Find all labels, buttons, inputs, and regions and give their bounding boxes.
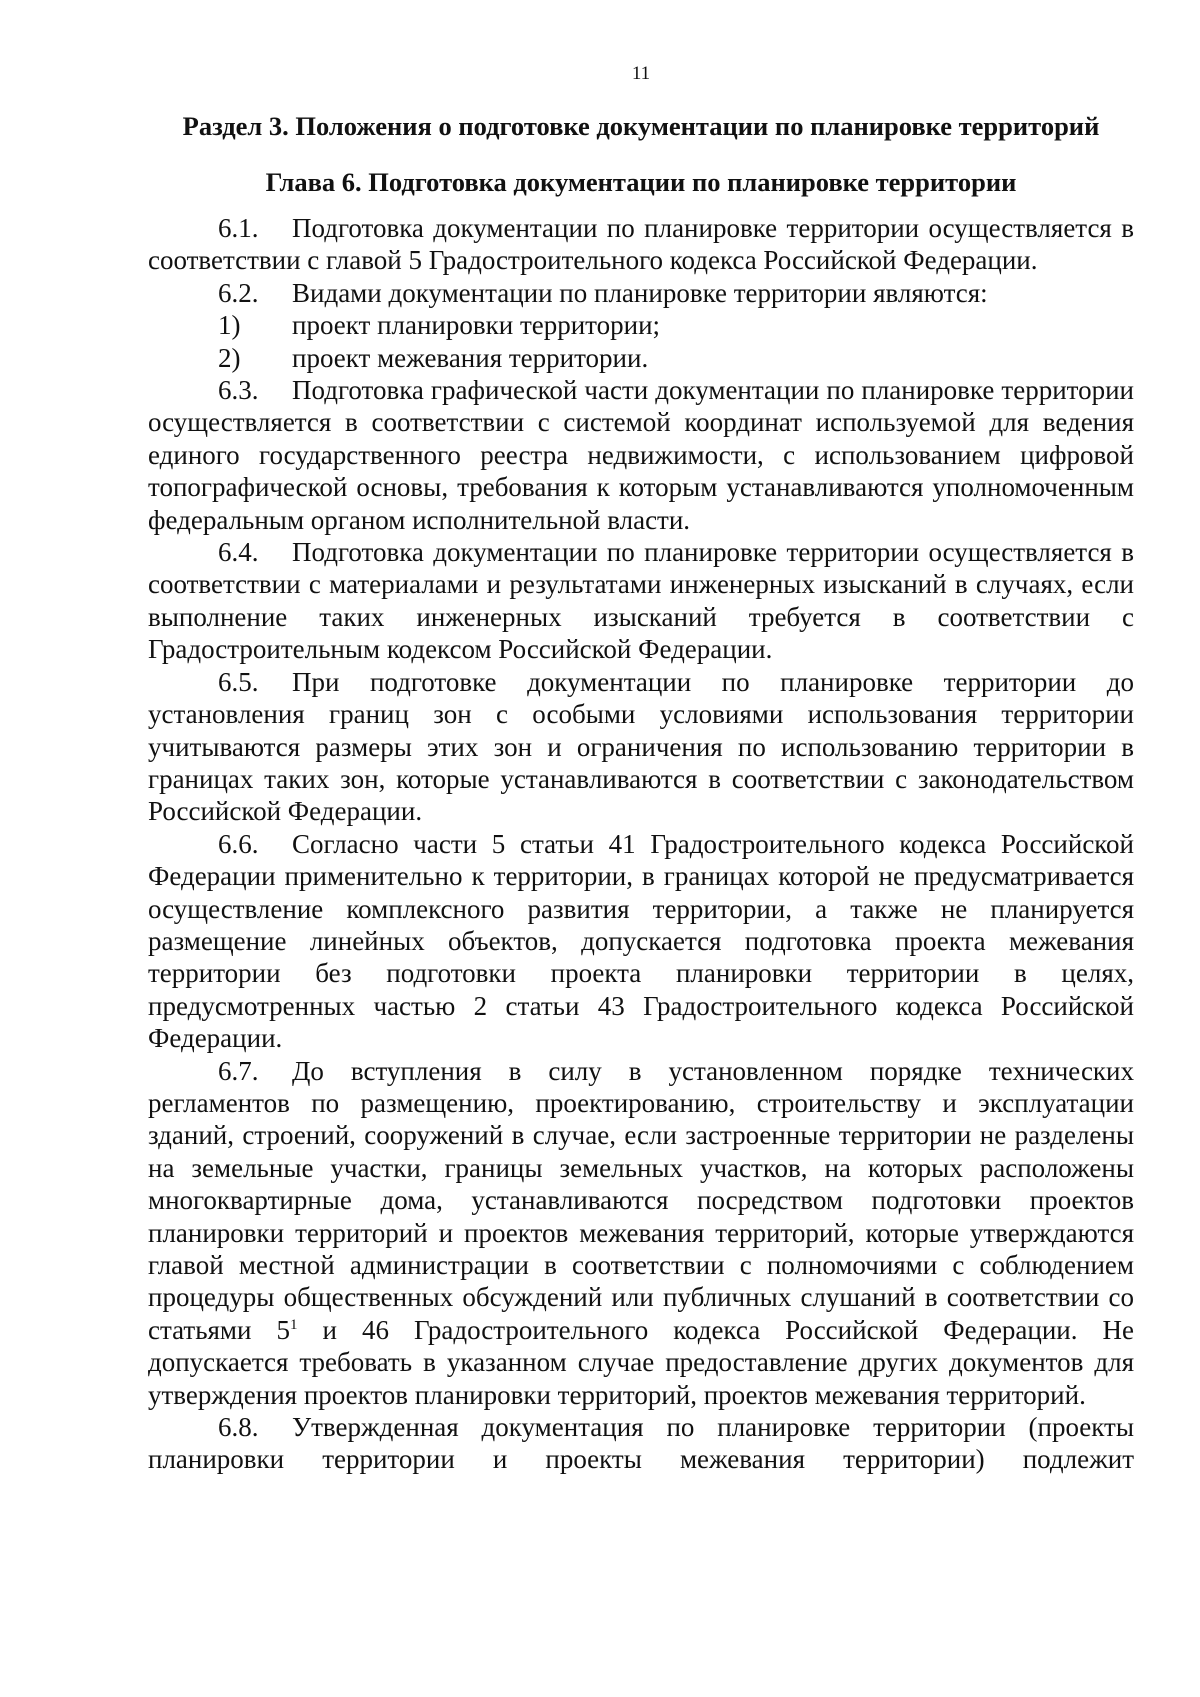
paragraph-6-3 <box>148 374 1134 536</box>
paragraph-text-after: и 46 Градостроительного кодекса Российской Федерации. Не допускается требовать в указанном случае предоставление других документов для утверждения проектов планировки территорий, проектов межевания территорий. <box>148 1314 1134 1410</box>
section-title: Раздел 3. Положения о подготовке документации по планировке территорий <box>182 111 1100 141</box>
paragraph-6-7 <box>148 1055 1134 1411</box>
paragraph-6-4 <box>148 536 1134 666</box>
paragraph-text: Подготовка документации по планировке территории осуществляется в соответствии с материалами и результатами инженерных изысканий в случаях, если выполнение таких инженерных изысканий требуется в соответствии с Градостроительным кодексом Российской Федерации. <box>148 537 1134 665</box>
paragraph-text: Утвержденная документация по планировке территории (проекты планировки территории и проекты межевания территории) подлежит <box>148 1412 1134 1475</box>
page-number: 11 <box>631 63 651 84</box>
paragraph-text: Подготовка документации по планировке территории осуществляется в соответствии с главой 5 Градостроительного кодекса Российской Федерации. <box>148 213 1134 276</box>
paragraph-text: Видами документации по планировке территории являются: <box>292 277 988 308</box>
superscript: 1 <box>289 1316 298 1333</box>
list-item-number: 1) <box>218 310 241 341</box>
chapter-title: Глава 6. Подготовка документации по планировке территории <box>265 167 1017 197</box>
list-item-2 <box>148 342 1134 374</box>
paragraph-text: Подготовка графической части документации по планировке территории осуществляется в соответствии с системой координат используемой для ведения единого государственного реестра недвижимости, с использованием цифровой топографической основы, требования к которым устанавливаются уполномоченным федеральным органом исполнительной власти. <box>148 375 1134 535</box>
paragraph-number: 6.4. <box>218 537 259 568</box>
paragraph-number: 6.6. <box>218 828 259 859</box>
paragraph-number: 6.2. <box>218 277 259 308</box>
paragraph-text: При подготовке документации по планировке территории до установления границ зон с особыми условиями использования территории учитываются размеры этих зон и ограничения по использованию территории в границах таких зон, которые устанавливаются в соответствии с законодательством Российской Федерации. <box>148 666 1134 827</box>
paragraph-number: 6.1. <box>218 213 259 243</box>
list-item-number: 2) <box>218 342 241 373</box>
paragraph-6-2 <box>148 277 1134 309</box>
paragraph-number: 6.8. <box>218 1412 259 1443</box>
list-item-1 <box>148 309 1134 341</box>
paragraph-number: 6.3. <box>218 375 259 406</box>
paragraph-6-8 <box>148 1411 1134 1476</box>
paragraph-6-1 <box>148 212 1134 277</box>
list-item-text: проект межевания территории. <box>292 342 649 373</box>
paragraph-number: 6.7. <box>218 1055 259 1086</box>
paragraph-text: Согласно части 5 статьи 41 Градостроительного кодекса Российской Федерации применительно к территории, в границах которой не предусматривается осуществление комплексного развития территории, а также не планируется размещение линейных объектов, допускается подготовка проекта межевания территории без подготовки проекта планировки территории в целях, предусмотренных частью 2 статьи 43 Градостроительного кодекса Российской Федерации. <box>148 828 1134 1054</box>
paragraph-6-6 <box>148 828 1134 1055</box>
paragraph-6-5 <box>148 666 1134 828</box>
paragraph-number: 6.5. <box>218 666 259 697</box>
paragraph-text-before: До вступления в силу в установленном порядке технических регламентов по размещению, проектированию, строительству и эксплуатации зданий, строений, сооружений в случае, если застроенные территории не разделены на земельные участки, границы земельных участков, на которых расположены многоквартирные дома, устанавливаются посредством подготовки проектов планировки территорий и проектов межевания территорий, которые утверждаются главой местной администрации в соответствии с полномочиями с соблюдением процедуры общественных обсуждений или публичных слушаний в соответствии со статьями 5 <box>148 1055 1134 1345</box>
list-item-text: проект планировки территории; <box>292 310 661 341</box>
